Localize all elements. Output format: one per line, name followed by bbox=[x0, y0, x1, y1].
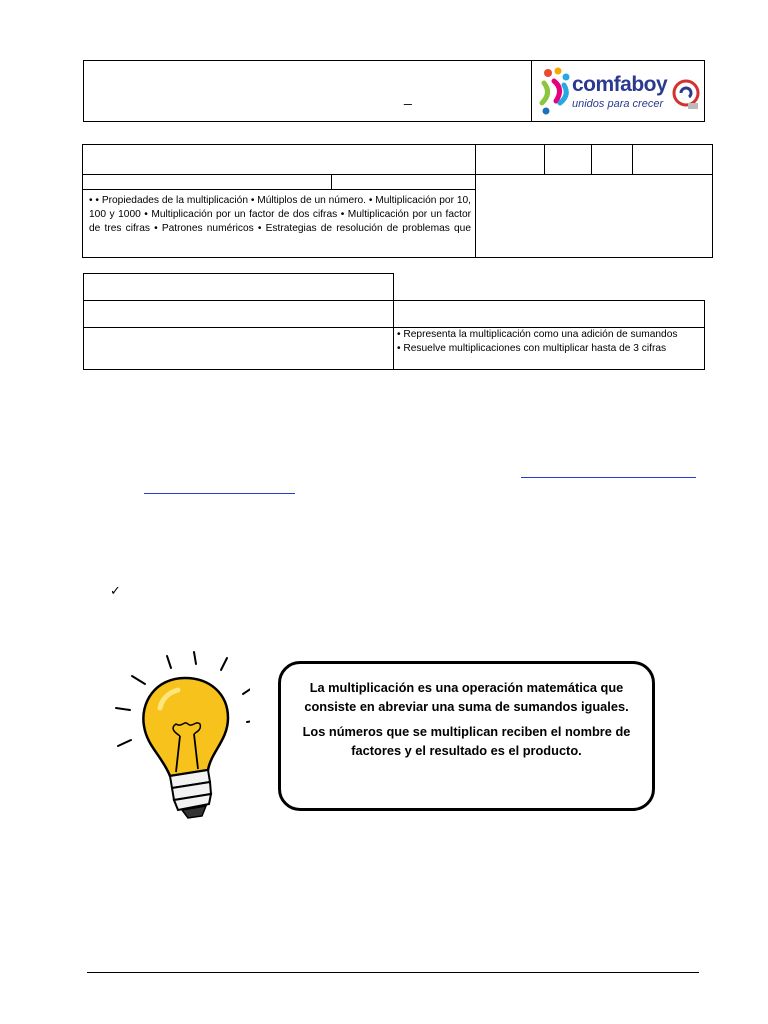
footer-divider bbox=[87, 972, 699, 973]
link-underline[interactable] bbox=[144, 493, 295, 494]
definition-paragraph-1: La multiplicación es una operación matemática que consiste en abreviar una suma de sumandos iguales. bbox=[304, 680, 629, 714]
comfaboy-logo bbox=[536, 65, 704, 119]
definition-paragraph-2: Los números que se multiplican reciben el nombre de factores y el resultado es el producto. bbox=[302, 724, 631, 758]
logo-badge-icon bbox=[672, 77, 700, 111]
link-underline[interactable] bbox=[521, 477, 696, 478]
lightbulb-icon bbox=[110, 648, 250, 828]
header-box bbox=[83, 60, 705, 122]
checkmark-icon: ✓ bbox=[110, 583, 121, 598]
competency-item: • Resuelve multiplicaciones con multiplicar hasta de 3 cifras bbox=[397, 343, 667, 354]
topics-text: • • Propiedades de la multiplicación • Múltiplos de un número. • Multiplicación por 10, 100 y 1000 • Multiplicación por un factor de dos cifras • Multiplicación por un factor de tres cifras • Patrones numéricos • Estrategias de resolución de problemas que bbox=[89, 195, 471, 234]
competency-item: • Representa la multiplicación como una adición de sumandos bbox=[397, 329, 678, 340]
definition-box bbox=[278, 661, 655, 811]
logo-tagline: unidos para crecer bbox=[572, 98, 664, 110]
competencies-table bbox=[83, 273, 705, 370]
logo-people-icon bbox=[536, 65, 576, 119]
logo-word: comfaboy bbox=[572, 73, 668, 96]
competency-list bbox=[397, 328, 678, 356]
course-info-table bbox=[82, 144, 713, 258]
header-divider bbox=[531, 61, 532, 121]
header-dash: _ bbox=[404, 89, 412, 105]
